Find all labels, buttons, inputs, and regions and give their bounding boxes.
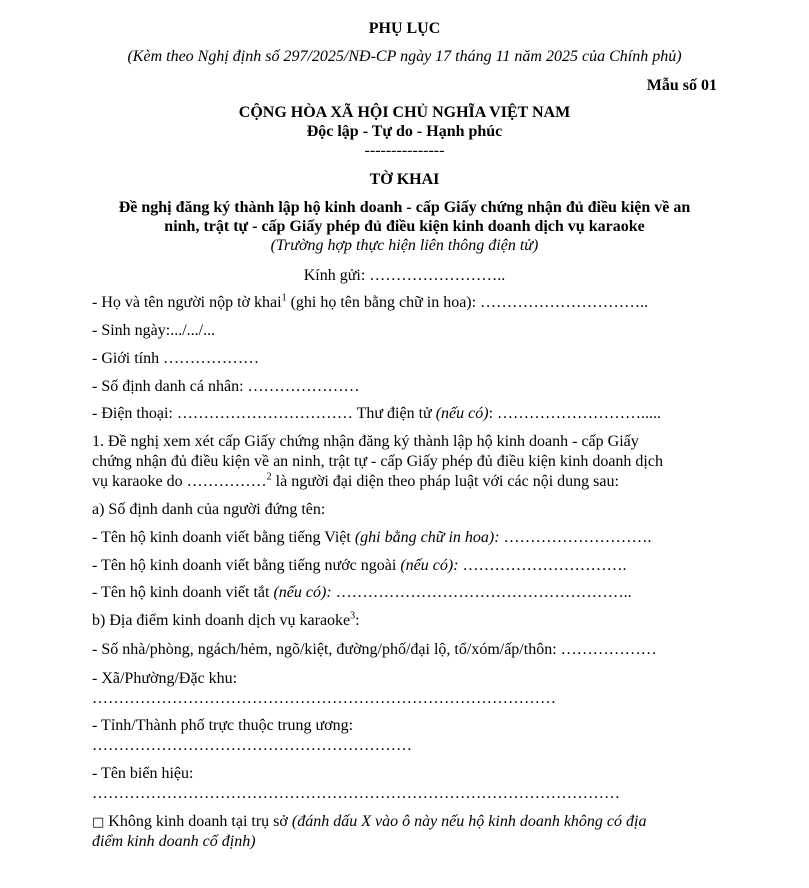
national-motto: Độc lập - Tự do - Hạnh phúc: [306, 123, 503, 140]
email-optional-hint: (nếu có): [435, 405, 489, 422]
email-label: Thư điện tử: [352, 405, 436, 422]
country-name: CỘNG HÒA XÃ HỘI CHỦ NGHĨA VIỆT NAM: [238, 104, 571, 121]
signboard-label: - Tên biển hiệu:: [92, 765, 194, 782]
phone-field: - Điện thoại: ……………………………: [92, 405, 353, 422]
short-name-label: - Tên hộ kinh doanh viết tắt: [92, 584, 274, 601]
foreign-name-blank: ………………………….: [458, 557, 627, 574]
gender-field: - Giới tính ………………: [92, 350, 260, 367]
section1-line3: [92, 472, 619, 492]
part-a-heading: a) Số định danh của người đứng tên:: [92, 501, 326, 518]
appendix-title: PHỤ LỤC: [368, 20, 441, 37]
ward-label: - Xã/Phường/Đặc khu:: [92, 670, 238, 687]
province-label: - Tỉnh/Thành phố trực thuộc trung ương:: [92, 717, 354, 734]
section1-line3-end: là người đại diện theo pháp luật với các nội dung sau:: [271, 473, 619, 490]
form-title: TỜ KHAI: [369, 171, 440, 188]
street-address-field: - Số nhà/phòng, ngách/hẻm, ngõ/kiệt, đường/phố/đại lộ, tổ/xóm/ấp/thôn: ………………: [92, 641, 657, 658]
email-blank: : ……………………….....: [488, 405, 662, 422]
vn-name-label: - Tên hộ kinh doanh viết bằng tiếng Việt: [92, 529, 355, 546]
addressee-line: Kính gửi: ……………………..: [303, 267, 506, 284]
foreign-name-hint: (nếu có):: [400, 557, 459, 574]
signboard-blank: ………………………………………………………………………………………: [92, 785, 620, 802]
form-subtitle-line2: ninh, trật tự - cấp Giấy phép đủ điều kiện kinh doanh dịch vụ karaoke: [164, 218, 645, 235]
case-note: (Trường hợp thực hiện liên thông điện tử): [270, 237, 539, 254]
no-fixed-location-option: [92, 812, 646, 833]
full-name-label: - Họ và tên người nộp tờ khai: [92, 294, 282, 311]
part-b-heading-text: b) Địa điểm kinh doanh dịch vụ karaoke: [92, 612, 351, 629]
full-name-blank: (ghi họ tên bằng chữ in hoa): …………………………..: [286, 294, 649, 311]
short-name-blank: ………………………………………………..: [331, 584, 632, 601]
short-name-field: [92, 583, 632, 603]
ward-blank: ……………………………………………………………………………: [92, 690, 556, 707]
header-separator: ---------------: [364, 142, 445, 159]
section1-line3-start: vụ karaoke do ……………: [92, 473, 267, 490]
dob-field: - Sinh ngày:.../.../...: [92, 322, 216, 339]
checkbox-icon[interactable]: □: [92, 815, 105, 830]
part-b-heading-colon: :: [355, 612, 360, 629]
footnote-marker-3: 3: [350, 610, 356, 622]
no-fixed-location-note-cont: điểm kinh doanh cố định): [92, 833, 256, 850]
province-blank: ……………………………………………………: [92, 737, 412, 754]
vn-name-field: [92, 528, 652, 548]
section1-line2: chứng nhận đủ điều kiện về an ninh, trật tự - cấp Giấy phép đủ điều kiện kinh doanh dịch: [92, 453, 663, 470]
personal-id-field: - Số định danh cá nhân: …………………: [92, 378, 360, 395]
short-name-hint: (nếu có):: [273, 584, 332, 601]
section1-line1: 1. Đề nghị xem xét cấp Giấy chứng nhận đăng ký thành lập hộ kinh doanh - cấp Giấy: [92, 433, 639, 450]
decree-note: (Kèm theo Nghị định số 297/2025/NĐ-CP ngày 17 tháng 11 năm 2025 của Chính phủ): [127, 48, 682, 65]
foreign-name-field: [92, 556, 627, 576]
form-number: Mẫu số 01: [646, 77, 717, 94]
contact-field: [92, 404, 661, 424]
full-name-field: [92, 293, 648, 313]
vn-name-hint: (ghi bằng chữ in hoa):: [354, 529, 500, 546]
footnote-marker-1: 1: [281, 292, 287, 304]
no-fixed-location-note: (đánh dấu X vào ô này nếu hộ kinh doanh không có địa: [291, 813, 647, 830]
foreign-name-label: - Tên hộ kinh doanh viết bằng tiếng nước ngoài: [92, 557, 401, 574]
footnote-marker-2: 2: [266, 471, 272, 483]
form-subtitle-line1: Đề nghị đăng ký thành lập hộ kinh doanh - cấp Giấy chứng nhận đủ điều kiện về an: [118, 199, 691, 216]
vn-name-blank: ……………………….: [499, 529, 652, 546]
no-fixed-location-label: Không kinh doanh tại trụ sở: [104, 813, 292, 830]
part-b-heading: [92, 611, 360, 631]
